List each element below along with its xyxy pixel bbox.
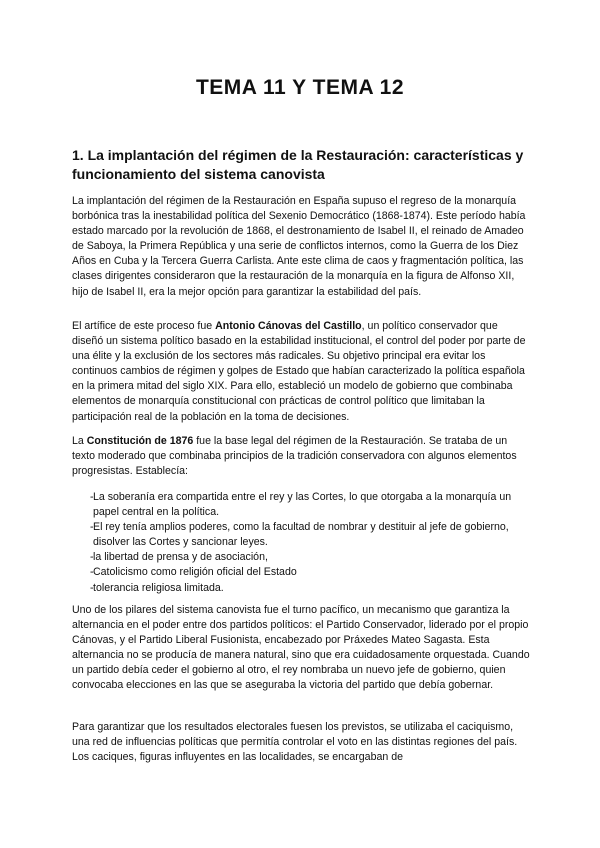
bullet-dash: - xyxy=(90,566,94,579)
list-item xyxy=(72,520,530,550)
bold-constitucion-1876: Constitución de 1876 xyxy=(86,435,194,447)
bullet-dash: - xyxy=(90,581,94,594)
bold-name-canovas: Antonio Cánovas del Castillo xyxy=(215,320,362,332)
paragraph-text: El artífice de este proceso fue xyxy=(72,320,216,332)
paragraph-text: fue la base legal del régimen de la Restauración. Se trataba de un texto moderado que combinaba principios de la tradición conservadora con algunos elementos progresistas. Establecía: xyxy=(72,435,517,478)
list-item xyxy=(72,565,530,580)
paragraph-canovas xyxy=(72,319,530,425)
document-title: TEMA 11 Y TEMA 12 xyxy=(195,76,405,99)
bullet-dash: - xyxy=(90,551,94,564)
list-item-text: Catolicismo como religión oficial del Estado xyxy=(93,566,297,579)
paragraph-caciquismo: Para garantizar que los resultados electorales fuesen los previstos, se utilizaba el caciquismo, una red de influencias políticas que permitía controlar el voto en las distintas regiones del país. Los caciques, figuras influyentes en las localidades, se encargaban de xyxy=(72,721,518,764)
list-item xyxy=(72,490,530,520)
list-item-text: tolerancia religiosa limitada. xyxy=(93,581,224,594)
bullet-dash: - xyxy=(90,521,94,534)
paragraph-text: , un político conservador que diseñó un sistema político basado en la estabilidad institucional, el control del poder por parte de una élite y la exclusión de los sectores más radicales. Su objetivo principal era evitar los continuos cambios de régimen y golpes de Estado que habían caracterizado la política española en la primera mitad del siglo XIX. Para ello, estableció un modelo de gobierno que combinaba elementos de monarquía constitucional con prácticas de control político que limitaban la participación real de la población en la toma de decisiones. xyxy=(72,320,526,423)
bullet-dash: - xyxy=(90,491,94,503)
list-item-text: La soberanía era compartida entre el rey y las Cortes, lo que otorgaba a la monarquía un papel central en la política. xyxy=(93,491,512,519)
paragraph-restauracion-intro: La implantación del régimen de la Restauración en España supuso el regreso de la monarquía borbónica tras la inestabilidad política del Sexenio Democrático (1868-1874). Este período había estado marcado por la revolución de 1868, el destronamiento de Isabel II, el reinado de Amadeo de Saboya, la Primera República y una serie de conflictos internos, como la Guerra de los Diez Años en Cuba y la Tercera Guerra Carlista. Ante este clima de caos y fragmentación política, las clases dirigentes consideraron que la restauración de la monarquía en la figura de Alfonso XII, hijo de Isabel II, era la mejor opción para garantizar la estabilidad del país. xyxy=(72,195,526,298)
section-heading: 1. La implantación del régimen de la Restauración: características y funcionamiento del sistema canovista xyxy=(72,147,524,182)
paragraph-constitucion xyxy=(72,434,530,479)
paragraph-turno-pacifico: Uno de los pilares del sistema canovista fue el turno pacífico, un mecanismo que garantiza la alternancia en el poder entre dos partidos políticos: el Partido Conservador, liderado por el propio Cánovas, y el Partido Liberal Fusionista, encabezado por Práxedes Mateo Sagasta. Esta alternancia no se producía de manera natural, sino que era cuidadosamente orquestada. Cuando un partido debía ceder el gobierno al otro, el rey nombraba un nuevo jefe de gobierno, quien convocaba elecciones en las que se aseguraba la victoria del partido que debía gobernar. xyxy=(72,604,530,692)
constitution-features-list xyxy=(72,490,530,596)
list-item xyxy=(72,550,530,565)
list-item xyxy=(72,581,530,596)
list-item-text: la libertad de prensa y de asociación, xyxy=(93,551,268,564)
paragraph-text: La xyxy=(72,435,87,447)
list-item-text: El rey tenía amplios poderes, como la facultad de nombrar y destituir al jefe de gobierno, disolver las Cortes y sancionar leyes. xyxy=(93,521,509,549)
